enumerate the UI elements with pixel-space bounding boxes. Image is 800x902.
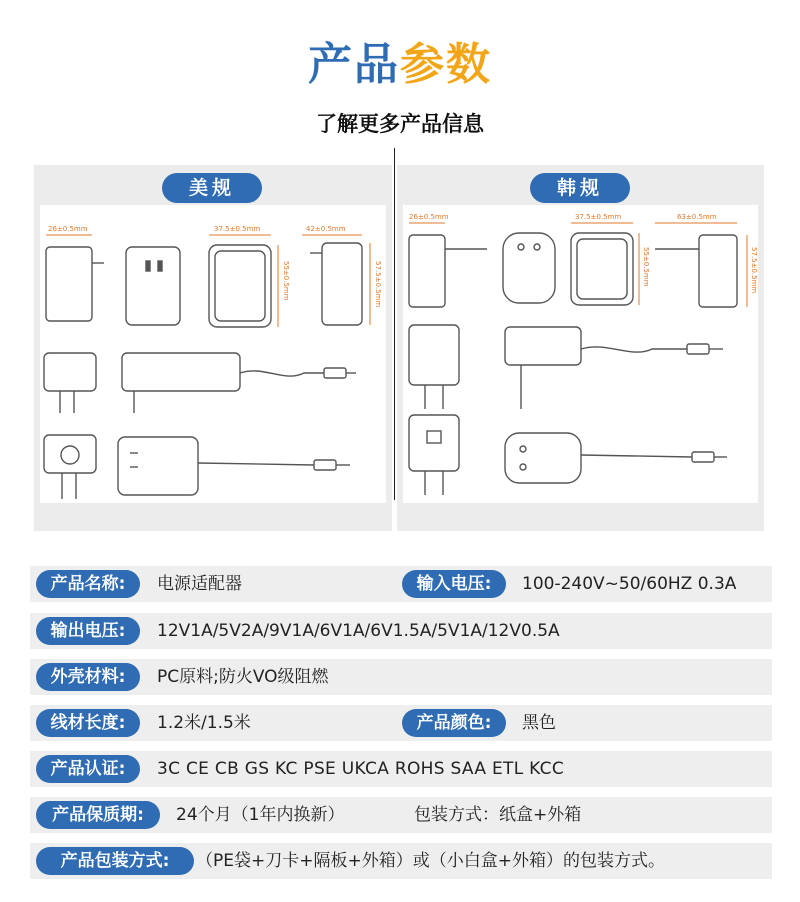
us-adapter-drawings [34,165,392,531]
product-name-value: 电源适配器 [157,574,242,594]
product-color-label: 产品颜色: [402,709,506,737]
shell-material-label: 外壳材料: [36,663,140,691]
us-dim-width-front: 37.5±0.5mm [214,225,261,233]
us-spec-panel [34,165,392,531]
input-voltage-label: 输入电压: [402,570,506,598]
cable-length-label: 线材长度: [36,709,140,737]
output-voltage-label: 输出电压: [36,617,140,645]
us-dim-height-front: 55±0.5mm [282,261,290,301]
panel-divider [394,148,395,500]
spec-row-warranty [30,797,772,833]
cable-length-value: 1.2米/1.5米 [157,713,251,733]
spec-row-output [30,613,772,649]
product-name-label: 产品名称: [36,570,140,598]
output-voltage-value: 12V1A/5V2A/9V1A/6V1A/6V1.5A/5V1A/12V0.5A [157,621,560,641]
us-panel-label: 美规 [162,173,262,203]
kr-dim-height-side: 57.5±0.5mm [750,247,758,294]
title-part-orange: 参数 [400,39,492,90]
certification-label: 产品认证: [36,755,140,783]
page-subtitle: 了解更多产品信息 [316,112,484,136]
kr-adapter-drawings [397,165,764,531]
packing-method-inline: 包装方式：纸盒+外箱 [414,805,582,825]
kr-panel-label: 韩规 [530,173,630,203]
certification-value: 3C CE CB GS KC PSE UKCA ROHS SAA ETL KCC [157,759,565,779]
product-color-value: 黑色 [522,713,556,733]
us-dim-width-side: 26±0.5mm [48,225,88,233]
kr-dim-length-total: 63±0.5mm [677,213,717,221]
kr-dim-width-front: 37.5±0.5mm [575,213,622,221]
spec-row-name-input [30,566,772,602]
us-dim-height-side: 57.5±0.5mm [374,261,382,308]
packaging-label: 产品包装方式: [36,847,194,875]
shell-material-value: PC原料;防火VO级阻燃 [157,667,329,687]
spec-row-packaging [30,843,772,879]
kr-dim-width-side: 26±0.5mm [409,213,449,221]
input-voltage-value: 100-240V~50/60HZ 0.3A [522,574,737,594]
kr-spec-panel [397,165,764,531]
warranty-value: 24个月（1年内换新） [176,805,345,825]
us-dim-width-depth: 42±0.5mm [306,225,346,233]
page-title [0,28,800,92]
title-part-blue: 产品 [308,39,400,90]
kr-dim-height-front: 55±0.5mm [642,247,650,287]
spec-row-cable-color [30,705,772,741]
packaging-value: （PE袋+刀卡+隔板+外箱）或（小白盒+外箱）的包装方式。 [196,851,665,871]
warranty-label: 产品保质期: [36,801,160,829]
spec-row-material [30,659,772,695]
spec-row-certification [30,751,772,787]
